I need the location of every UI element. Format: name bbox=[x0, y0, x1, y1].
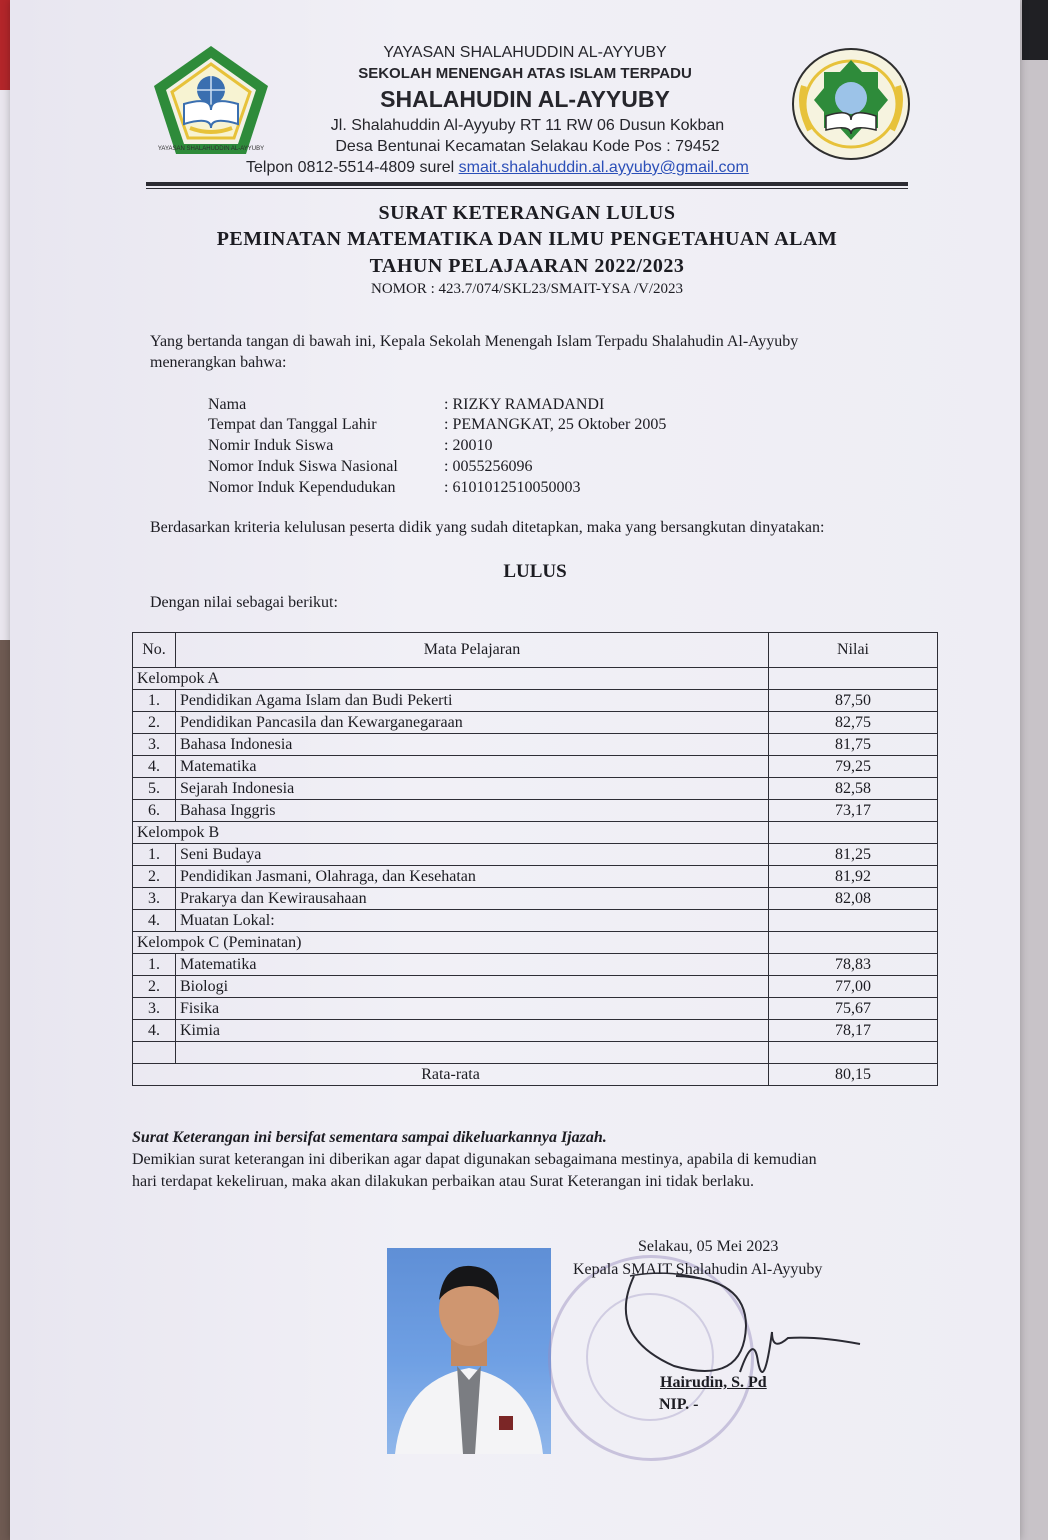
table-row bbox=[133, 778, 938, 800]
row-no: 4. bbox=[133, 1020, 176, 1042]
header-value: Nilai bbox=[769, 633, 938, 668]
row-no: 2. bbox=[133, 866, 176, 888]
row-subject: Seni Budaya bbox=[176, 844, 769, 866]
row-value: 79,25 bbox=[769, 756, 938, 778]
student-label: Tempat dan Tanggal Lahir bbox=[208, 416, 377, 433]
group-name: Kelompok B bbox=[133, 822, 769, 844]
table-row bbox=[133, 954, 938, 976]
student-label: Nomor Induk Siswa Nasional bbox=[208, 458, 398, 475]
student-row-birth bbox=[208, 416, 666, 434]
row-no: 3. bbox=[133, 734, 176, 756]
row-no: 2. bbox=[133, 976, 176, 998]
row-no: 1. bbox=[133, 690, 176, 712]
signatory-name: Hairudin, S. Pd bbox=[660, 1374, 767, 1391]
empty-row bbox=[133, 1042, 938, 1064]
address-line-1: Jl. Shalahuddin Al-Ayyuby RT 11 RW 06 Dusun Kokban bbox=[330, 117, 725, 134]
document-subtitle: PEMINATAN MATEMATIKA DAN ILMU PENGETAHUAN ALAM bbox=[216, 228, 838, 250]
row-value: 78,83 bbox=[769, 954, 938, 976]
header-rule-thin bbox=[146, 188, 908, 189]
school-name: SHALAHUDIN AL-AYYUBY bbox=[380, 86, 670, 112]
row-no: 3. bbox=[133, 888, 176, 910]
row-no: 1. bbox=[133, 954, 176, 976]
row-subject: Matematika bbox=[176, 954, 769, 976]
background-dark-corner bbox=[1022, 0, 1048, 60]
email-link[interactable]: smait.shalahuddin.al.ayyuby@gmail.com bbox=[458, 159, 749, 176]
student-portrait-icon bbox=[387, 1248, 551, 1454]
table-row bbox=[133, 734, 938, 756]
table-row bbox=[133, 844, 938, 866]
student-label: Nomor Induk Kependudukan bbox=[208, 479, 396, 496]
row-subject: Matematika bbox=[176, 756, 769, 778]
average-label: Rata-rata bbox=[133, 1064, 769, 1086]
student-row-name bbox=[208, 396, 604, 414]
table-row bbox=[133, 888, 938, 910]
student-value: : 20010 bbox=[444, 437, 493, 454]
row-value: 73,17 bbox=[769, 800, 938, 822]
table-row bbox=[133, 690, 938, 712]
row-value: 81,25 bbox=[769, 844, 938, 866]
table-header-row bbox=[133, 633, 938, 668]
table-row bbox=[133, 1020, 938, 1042]
row-value: 87,50 bbox=[769, 690, 938, 712]
row-subject: Muatan Lokal: bbox=[176, 910, 769, 932]
row-value: 81,75 bbox=[769, 734, 938, 756]
address-line-2: Desa Bentunai Kecamatan Selakau Kode Pos : 79452 bbox=[335, 138, 720, 155]
row-value: 78,17 bbox=[769, 1020, 938, 1042]
school-type: SEKOLAH MENENGAH ATAS ISLAM TERPADU bbox=[358, 65, 692, 82]
header-no: No. bbox=[133, 633, 176, 668]
row-no: 2. bbox=[133, 712, 176, 734]
phone-text: Telpon 0812-5514-4809 surel bbox=[246, 159, 455, 176]
row-no: 6. bbox=[133, 800, 176, 822]
table-row bbox=[133, 976, 938, 998]
student-value: : 0055256096 bbox=[444, 458, 533, 475]
student-label: Nomir Induk Siswa bbox=[208, 437, 334, 454]
row-value bbox=[769, 910, 938, 932]
temporary-note: Surat Keterangan ini bersifat sementara sampai dikeluarkannya Ijazah. bbox=[132, 1129, 607, 1146]
student-photo bbox=[387, 1248, 551, 1454]
document-title: SURAT KETERANGAN LULUS bbox=[378, 202, 676, 224]
signatory-nip: NIP. - bbox=[659, 1396, 699, 1413]
table-row bbox=[133, 998, 938, 1020]
table-row bbox=[133, 910, 938, 932]
round-school-seal-icon bbox=[790, 46, 912, 162]
table-row bbox=[133, 756, 938, 778]
grades-intro: Dengan nilai sebagai berikut: bbox=[150, 594, 338, 611]
criteria-text: Berdasarkan kriteria kelulusan peserta didik yang sudah ditetapkan, maka yang bersangkutan dinyatakan: bbox=[150, 519, 825, 536]
row-no: 4. bbox=[133, 756, 176, 778]
row-no: 3. bbox=[133, 998, 176, 1020]
row-subject: Fisika bbox=[176, 998, 769, 1020]
row-no: 5. bbox=[133, 778, 176, 800]
closing-line-2: hari terdapat kekeliruan, maka akan dilakukan perbaikan atau Surat Keterangan ini tidak berlaku. bbox=[132, 1173, 754, 1190]
group-row bbox=[133, 932, 938, 954]
academic-year: TAHUN PELAJAARAN 2022/2023 bbox=[369, 255, 685, 277]
row-subject: Pendidikan Agama Islam dan Budi Pekerti bbox=[176, 690, 769, 712]
grades-table bbox=[132, 632, 938, 1086]
row-subject: Pendidikan Pancasila dan Kewarganegaraan bbox=[176, 712, 769, 734]
group-name: Kelompok A bbox=[133, 668, 769, 690]
student-value: : 6101012510050003 bbox=[444, 479, 581, 496]
table-row bbox=[133, 800, 938, 822]
average-value: 80,15 bbox=[769, 1064, 938, 1086]
row-value: 77,00 bbox=[769, 976, 938, 998]
row-no: 4. bbox=[133, 910, 176, 932]
student-row-nik bbox=[208, 479, 580, 497]
row-subject: Bahasa Inggris bbox=[176, 800, 769, 822]
student-row-nis bbox=[208, 437, 492, 455]
row-subject: Bahasa Indonesia bbox=[176, 734, 769, 756]
result-status: LULUS bbox=[503, 561, 567, 582]
table-row bbox=[133, 712, 938, 734]
pentagon-school-logo-icon bbox=[150, 42, 272, 160]
group-name: Kelompok C (Peminatan) bbox=[133, 932, 769, 954]
table-row bbox=[133, 866, 938, 888]
row-value: 75,67 bbox=[769, 998, 938, 1020]
row-value: 82,58 bbox=[769, 778, 938, 800]
student-value: : PEMANGKAT, 25 Oktober 2005 bbox=[444, 416, 667, 433]
group-row bbox=[133, 668, 938, 690]
row-value: 81,92 bbox=[769, 866, 938, 888]
row-subject: Sejarah Indonesia bbox=[176, 778, 769, 800]
row-no: 1. bbox=[133, 844, 176, 866]
closing-line-1: Demikian surat keterangan ini diberikan agar dapat digunakan sebagaimana mestinya, apabila di kemudian bbox=[132, 1151, 817, 1168]
intro-line-2: menerangkan bahwa: bbox=[150, 354, 287, 371]
student-row-nisn bbox=[208, 458, 532, 476]
student-label: Nama bbox=[208, 396, 247, 413]
row-subject: Kimia bbox=[176, 1020, 769, 1042]
row-value: 82,08 bbox=[769, 888, 938, 910]
average-row bbox=[133, 1064, 938, 1086]
row-subject: Prakarya dan Kewirausahaan bbox=[176, 888, 769, 910]
signature-place-date: Selakau, 05 Mei 2023 bbox=[638, 1238, 779, 1255]
header-subject: Mata Pelajaran bbox=[176, 633, 769, 668]
row-value: 82,75 bbox=[769, 712, 938, 734]
student-value: : RIZKY RAMADANDI bbox=[444, 396, 605, 413]
signature-position: Kepala SMAIT Shalahudin Al-Ayyuby bbox=[573, 1261, 823, 1278]
document-number: NOMOR : 423.7/074/SKL23/SMAIT-YSA /V/2023 bbox=[371, 281, 683, 297]
group-row bbox=[133, 822, 938, 844]
row-subject: Biologi bbox=[176, 976, 769, 998]
intro-line-1: Yang bertanda tangan di bawah ini, Kepala Sekolah Menengah Islam Terpadu Shalahudin Al-Ayyuby bbox=[150, 333, 799, 350]
left-logo-caption: YAYASAN SHALAHUDDIN AL-AYYUBY bbox=[157, 146, 265, 152]
header-rule-thick bbox=[146, 182, 908, 186]
foundation-name: YAYASAN SHALAHUDDIN AL-AYYUBY bbox=[383, 44, 667, 61]
contact-line bbox=[246, 159, 749, 177]
row-subject: Pendidikan Jasmani, Olahraga, dan Kesehatan bbox=[176, 866, 769, 888]
